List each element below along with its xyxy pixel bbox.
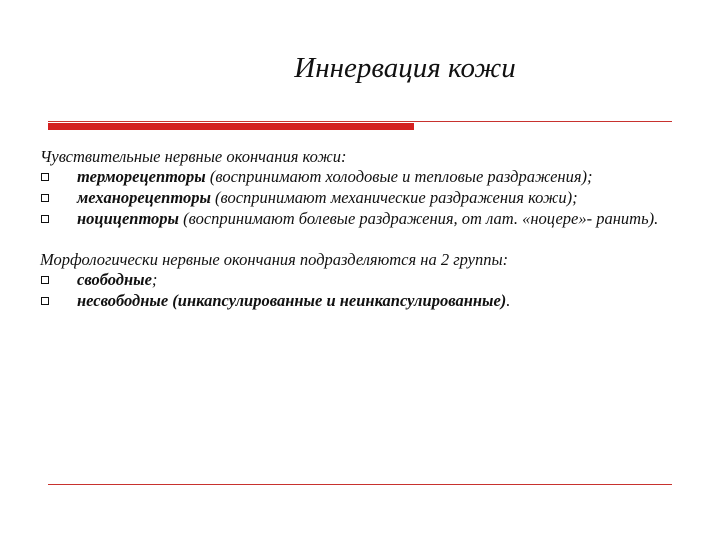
item-description: (воспринимают болевые раздражения, от лат. «ноцере»- ранить). xyxy=(179,209,659,228)
title-thin-rule xyxy=(48,121,672,122)
list-item xyxy=(40,167,680,187)
item-description: . xyxy=(506,291,511,310)
list-item xyxy=(40,270,680,290)
list-item xyxy=(40,188,680,208)
section-spacer xyxy=(40,230,680,250)
list-item xyxy=(40,291,680,311)
item-description: (воспринимают механические раздражения кожи); xyxy=(210,188,578,207)
square-bullet-icon xyxy=(41,215,49,223)
item-term: терморецепторы xyxy=(77,167,206,186)
section1-intro: Чувствительные нервные окончания кожи: xyxy=(40,147,347,166)
slide-title: Иннервация кожи xyxy=(294,52,516,84)
square-bullet-icon xyxy=(41,194,49,202)
square-bullet-icon xyxy=(41,297,49,305)
section2-intro: Морфологически нервные окончания подразделяются на 2 группы: xyxy=(40,250,509,269)
item-term: свободные xyxy=(77,270,152,289)
footer-rule xyxy=(48,484,672,485)
item-description: (воспринимают холодовые и тепловые раздражения); xyxy=(205,167,593,186)
item-term: несвободные (инкапсулированные и неинкапсулированные) xyxy=(77,291,507,310)
section1-list xyxy=(40,167,680,229)
list-item xyxy=(40,209,680,229)
item-term: механорецепторы xyxy=(77,188,211,207)
square-bullet-icon xyxy=(41,173,49,181)
title-accent-bar xyxy=(48,123,414,130)
section2-list xyxy=(40,270,680,311)
slide-body xyxy=(40,147,680,312)
item-term: ноцицепторы xyxy=(77,209,180,228)
item-description: ; xyxy=(151,270,158,289)
square-bullet-icon xyxy=(41,276,49,284)
